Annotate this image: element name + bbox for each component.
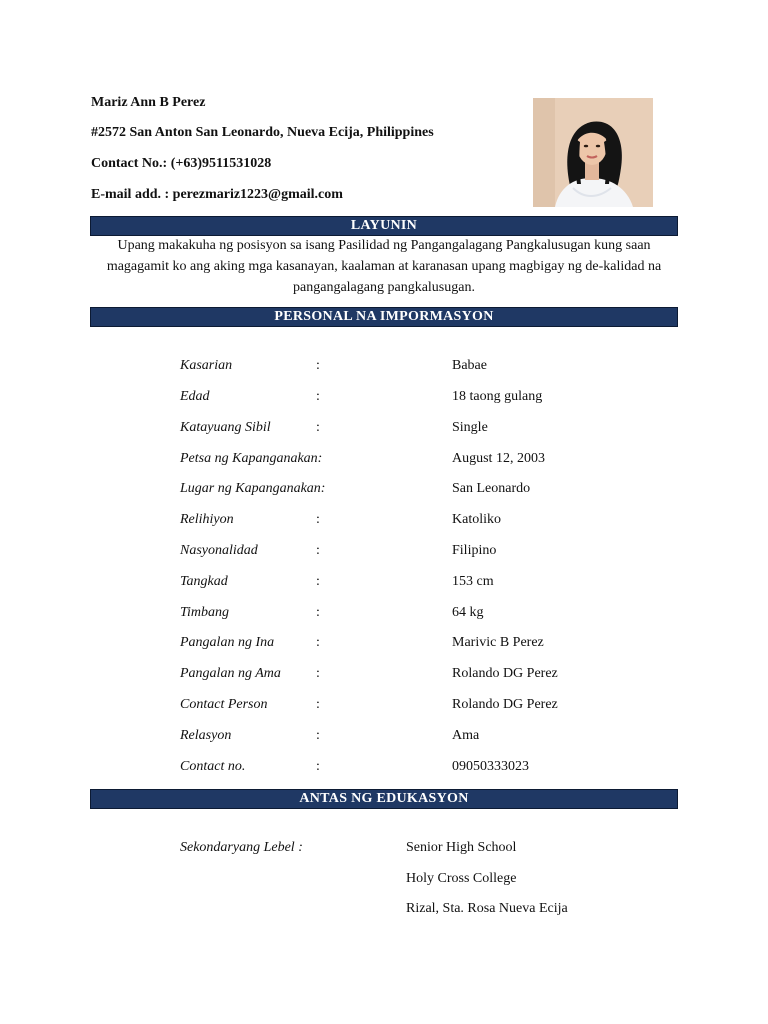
- personal-label: Pangalan ng Ina: [180, 635, 275, 650]
- personal-label: Nasyonalidad: [180, 543, 258, 558]
- personal-label: Contact Person: [180, 697, 268, 712]
- personal-value: San Leonardo: [452, 481, 531, 496]
- personal-colon: :: [316, 605, 320, 620]
- section-header-objective: LAYUNIN: [90, 216, 678, 236]
- section-header-personal-info: PERSONAL NA IMPORMASYON: [90, 307, 678, 327]
- personal-label: Edad: [180, 389, 210, 404]
- personal-colon: :: [316, 574, 320, 589]
- personal-label: Relihiyon: [180, 512, 234, 527]
- personal-label: Lugar ng Kapanganakan:: [180, 481, 326, 496]
- personal-colon: :: [316, 666, 320, 681]
- personal-colon: :: [316, 728, 320, 743]
- personal-value: 09050333023: [452, 759, 529, 774]
- personal-label: Kasarian: [180, 358, 233, 373]
- education-level-label: Sekondaryang Lebel :: [180, 840, 303, 855]
- personal-value: August 12, 2003: [452, 451, 545, 466]
- personal-colon: :: [316, 697, 320, 712]
- address: #2572 San Anton San Leonardo, Nueva Ecija, Philippines: [91, 125, 434, 140]
- personal-value: 18 taong gulang: [452, 389, 543, 404]
- contact-number: Contact No.: (+63)9511531028: [91, 156, 272, 171]
- personal-colon: :: [316, 543, 320, 558]
- personal-colon: :: [316, 420, 320, 435]
- education-line: Senior High School: [406, 840, 517, 855]
- section-header-education: ANTAS NG EDUKASYON: [90, 789, 678, 809]
- personal-value: Single: [452, 420, 488, 435]
- personal-label: Katayuang Sibil: [180, 420, 271, 435]
- personal-colon: :: [316, 759, 320, 774]
- profile-photo: [533, 98, 653, 207]
- personal-value: Rolando DG Perez: [452, 697, 558, 712]
- personal-label: Petsa ng Kapanganakan:: [180, 451, 323, 466]
- personal-colon: :: [316, 389, 320, 404]
- personal-value: Rolando DG Perez: [452, 666, 558, 681]
- personal-colon: :: [316, 512, 320, 527]
- personal-label: Relasyon: [180, 728, 232, 743]
- personal-value: Marivic B Perez: [452, 635, 544, 650]
- personal-label: Timbang: [180, 605, 230, 620]
- personal-value: Katoliko: [452, 512, 501, 527]
- email-address: E-mail add. : perezmariz1223@gmail.com: [91, 187, 343, 202]
- personal-colon: :: [316, 635, 320, 650]
- personal-label: Tangkad: [180, 574, 228, 589]
- personal-value: Filipino: [452, 543, 497, 558]
- applicant-name: Mariz Ann B Perez: [91, 95, 206, 110]
- personal-label: Contact no.: [180, 759, 246, 774]
- personal-label: Pangalan ng Ama: [180, 666, 281, 681]
- personal-value: Babae: [452, 358, 487, 373]
- personal-colon: :: [316, 358, 320, 373]
- objective-text: Upang makakuha ng posisyon sa isang Pasilidad ng Pangangalagang Pangkalusugan kung saan magagamit ko ang aking mga kasanayan, kaalaman at karanasan upang magbigay ng de-kalidad na pangangalagang pangkalusugan.: [106, 238, 662, 295]
- education-line: Rizal, Sta. Rosa Nueva Ecija: [406, 901, 568, 916]
- personal-value: 64 kg: [452, 605, 484, 620]
- portrait-illustration: [533, 98, 653, 207]
- personal-value: 153 cm: [452, 574, 494, 589]
- personal-value: Ama: [452, 728, 480, 743]
- education-line: Holy Cross College: [406, 871, 517, 886]
